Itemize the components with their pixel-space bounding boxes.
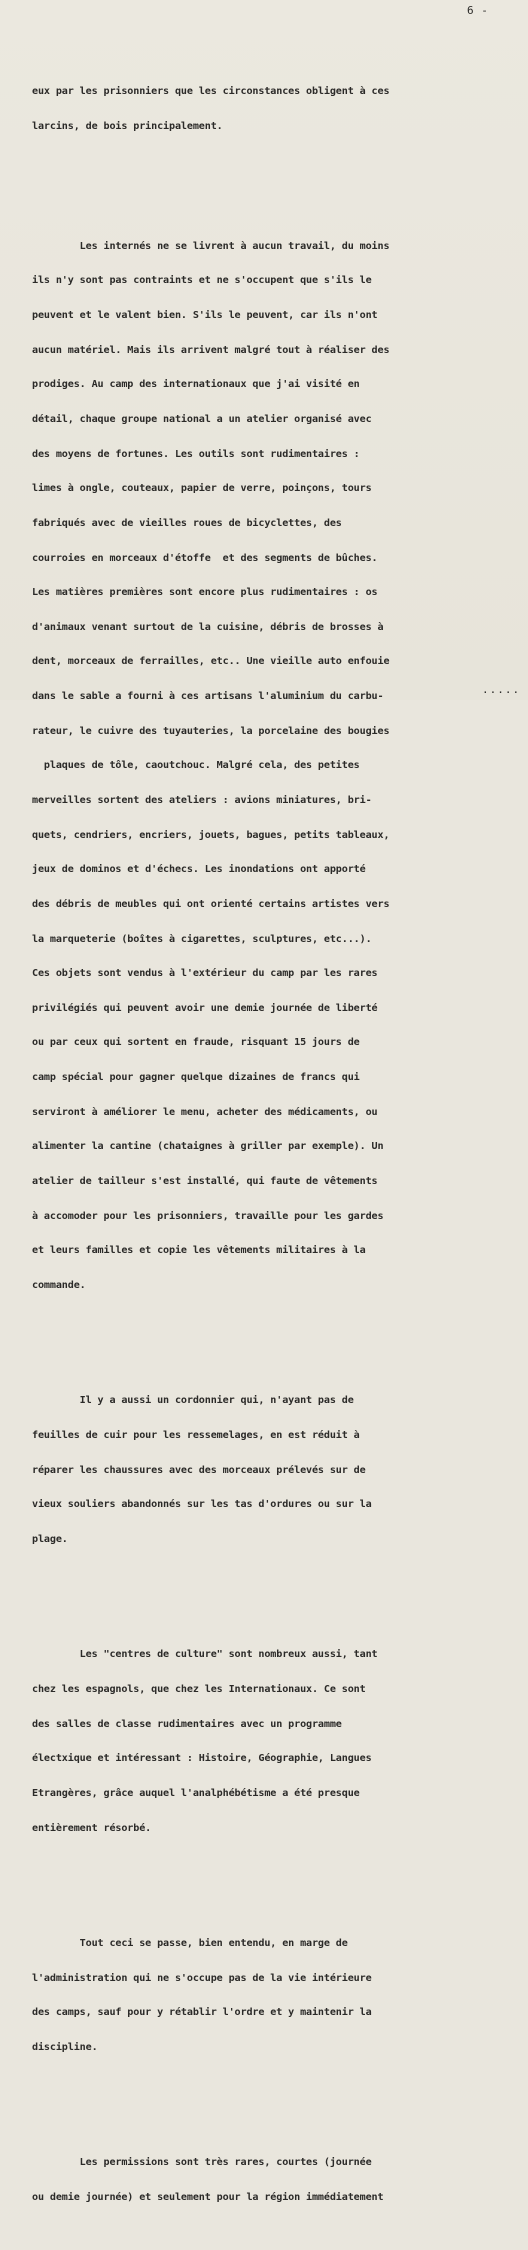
text-line: Il y a aussi un cordonnier qui, n'ayant pas de — [32, 1395, 354, 1407]
text-line: électxique et intéressant : Histoire, Géographie, Langues — [32, 1753, 372, 1765]
continuation-mark: ..... — [482, 683, 521, 696]
text-line: vieux souliers abandonnés sur les tas d'ordures ou sur la — [32, 1499, 372, 1511]
paragraph-2 — [32, 218, 504, 1315]
text-line: merveilles sortent des ateliers : avions miniatures, bri- — [32, 795, 372, 806]
text-line: privilégiés qui peuvent avoir une demie journée de liberté — [32, 1002, 378, 1014]
text-line: des salles de classe rudimentaires avec un programme — [32, 1718, 342, 1730]
text-line: alimenter la cantine (chataignes à griller par exemple). Un — [32, 1141, 384, 1153]
text-line: commande. — [32, 1279, 86, 1291]
page-number: 6 - — [467, 4, 489, 17]
text-line: entièrement résorbé. — [32, 1822, 152, 1834]
text-line: Ces objets sont vendus à l'extérieur du camp par les rares — [32, 968, 378, 980]
text-line: des débris de meubles qui ont orienté certains artistes vers — [32, 898, 390, 910]
text-line: eux par les prisonniers que les circonstances obligent à ces — [32, 86, 390, 98]
text-line: Les matières premières sont encore plus rudimentaires : os — [32, 587, 378, 599]
text-line: réparer les chaussures avec des morceaux prélevés sur de — [32, 1464, 366, 1476]
text-line: d'animaux venant surtout de la cuisine, débris de brosses à — [32, 621, 384, 633]
text-line: courroies en morceaux d'étoffe et des segments de bûches. — [32, 552, 378, 564]
paragraph-4 — [32, 1626, 504, 1857]
text-line: Tout ceci se passe, bien entendu, en marge de — [32, 1938, 348, 1949]
paragraph-5 — [32, 1915, 504, 2077]
text-line: peuvent et le valent bien. S'ils le peuvent, car ils n'ont — [32, 310, 378, 322]
text-line: rateur, le cuivre des tuyauteries, la porcelaine des bougies — [32, 725, 390, 737]
text-line: larcins, de bois principalement. — [32, 120, 223, 132]
text-line: ou demie journée) et seulement pour la région immédiatement — [32, 2191, 384, 2203]
text-line: discipline. — [32, 2041, 98, 2053]
text-line: serviront à améliorer le menu, acheter des médicaments, ou — [32, 1106, 378, 1118]
text-line: limes à ongle, couteaux, papier de verre, poinçons, tours — [32, 483, 372, 495]
paragraph-3 — [32, 1372, 504, 1568]
text-line: ou par ceux qui sortent en fraude, risquant 15 jours de — [32, 1037, 360, 1049]
text-line: Les "centres de culture" sont nombreux aussi, tant — [32, 1649, 378, 1661]
text-line: des moyens de fortunes. Les outils sont rudimentaires : — [32, 448, 360, 460]
paragraph-6 — [32, 2134, 504, 2226]
text-line: jeux de dominos et d'échecs. Les inondations ont apporté — [32, 864, 366, 876]
text-line: plage. — [32, 1533, 68, 1545]
text-line: camp spécial pour gagner quelque dizaines de francs qui — [32, 1072, 360, 1084]
text-line: ils n'y sont pas contraints et ne s'occupent que s'ils le — [32, 275, 372, 287]
text-line: dans le sable a fourni à ces artisans l'aluminium du carbu- — [32, 691, 384, 703]
text-line: quets, cendriers, encriers, jouets, bagues, petits tableaux, — [32, 829, 390, 841]
text-line: aucun matériel. Mais ils arrivent malgré tout à réaliser des — [32, 344, 390, 356]
text-line: à accomoder pour les prisonniers, travaille pour les gardes — [32, 1210, 384, 1222]
body-text — [32, 40, 504, 2250]
text-line: détail, chaque groupe national a un atelier organisé avec — [32, 413, 372, 425]
text-line: chez les espagnols, que chez les Internationaux. Ce sont — [32, 1684, 366, 1696]
text-line: Les permissions sont très rares, courtes (journée — [32, 2157, 372, 2169]
text-line: Etrangères, grâce auquel l'analphébétisme a été presque — [32, 1787, 360, 1799]
text-line: fabriqués avec de vieilles roues de bicyclettes, des — [32, 517, 342, 529]
text-line: dent, morceaux de ferrailles, etc.. Une vieille auto enfouie — [32, 656, 390, 668]
text-line: prodiges. Au camp des internationaux que j'ai visité en — [32, 379, 360, 391]
text-line: la marqueterie (boîtes à cigarettes, sculptures, etc...). — [32, 933, 372, 945]
text-line: Les internés ne se livrent à aucun travail, du moins — [32, 240, 390, 252]
text-line: plaques de tôle, caoutchouc. Malgré cela, des petites — [32, 760, 360, 772]
text-line: et leurs familles et copie les vêtements militaires à la — [32, 1245, 366, 1257]
text-line: atelier de tailleur s'est installé, qui faute de vêtements — [32, 1176, 378, 1188]
text-line: l'administration qui ne s'occupe pas de la vie intérieure — [32, 1972, 372, 1984]
text-line: feuilles de cuir pour les ressemelages, en est réduit à — [32, 1430, 360, 1442]
text-line: des camps, sauf pour y rétablir l'ordre et y maintenir la — [32, 2007, 372, 2019]
paragraph-1 — [32, 63, 504, 155]
